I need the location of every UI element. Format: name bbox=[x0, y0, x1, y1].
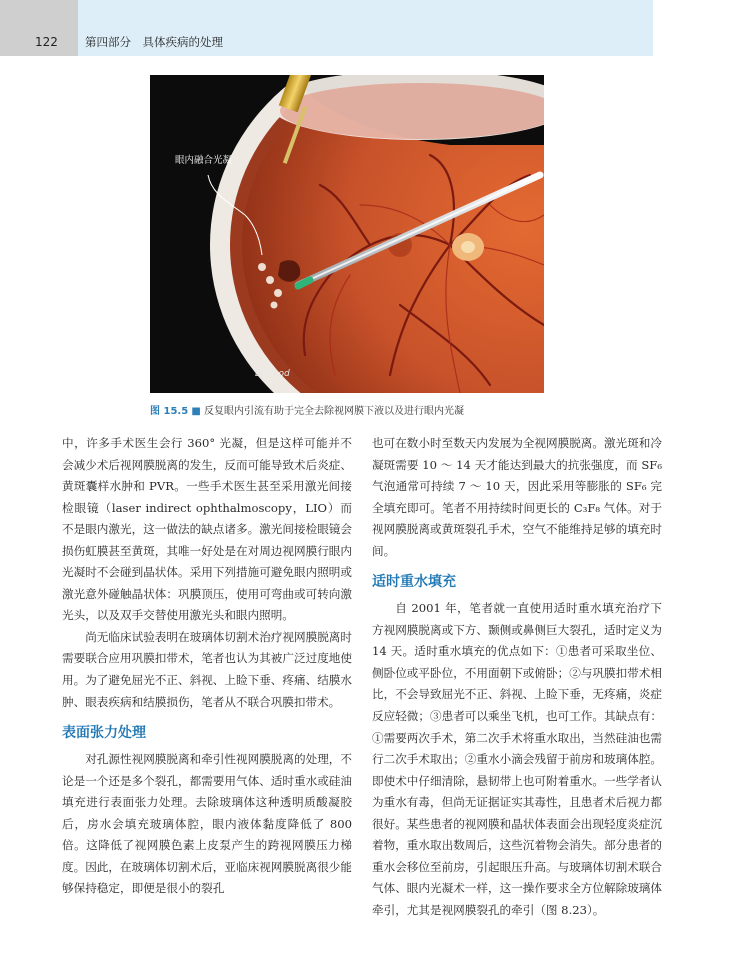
caption-id: 图 15.5 bbox=[150, 406, 189, 417]
eye-cross-section-illustration bbox=[150, 75, 544, 393]
artist-signature: B.Wood bbox=[255, 369, 290, 379]
paragraph: 自 2001 年，笔者就一直使用适时重水填充治疗下方视网膜脱离或下方、颞侧或鼻侧巨大裂孔，适时定义为 14 天。适时重水填充的优点如下：①患者可采取坐位、侧卧位或平卧位，不用面朝下或俯卧；②与巩膜扣带术相比，不会导致屈光不正、斜视、上睑下垂，无疼痛，炎症反应轻微；③患者可以乘坐飞机，也可工作。其缺点有：①需要两次手术，第二次手术将重水取出，当然硅油也需行二次手术取出；②重水小滴会残留于前房和玻璃体腔。即使术中仔细清除，悬韧带上也可附着重水。一些学者认为重水有毒，但尚无证据证实其毒性，且患者术后视力都很好。某些患者的视网膜和晶状体表面会出现轻度炎症沉着物，重水取出数周后，这些沉着物会消失。部分患者的重水会移位至前房，引起眼压升高。与玻璃体切割术联合气体、眼内光凝术一样，这一操作要求全方位解除玻璃体牵引，尤其是视网膜裂孔的牵引（图 8.23）。 bbox=[372, 601, 662, 917]
figure-label: 眼内融合光凝 bbox=[175, 155, 233, 166]
paragraph: 中，许多手术医生会行 360° 光凝，但是这样可能并不会减少术后视网膜脱离的发生，反而可能导致术后炎症、黄斑囊样水肿和 PVR。一些手术医生甚至采用激光间接检眼镜（laser indirect ophthalmoscopy，LIO）而不是眼内激光，这一做法的缺点诸多。激光间接检眼镜会损伤虹膜甚至黄斑，其唯一好处是在对周边视网膜行眼内光凝时不会碰到晶状体。采用下列措施可避免眼内照明或激光意外碰触晶状体：巩膜顶压，使用可弯曲或可转向激光头，以及双手交替使用激光头和眼内照明。 bbox=[62, 436, 352, 623]
paragraph: 对孔源性视网膜脱离和牵引性视网膜脱离的处理，不论是一个还是多个裂孔，都需要用气体、适时重水或硅油填充进行表面张力处理。去除玻璃体这种透明质酸凝胶后，房水会填充玻璃体腔，眼内液体黏度降低了 800 倍。这降低了视网膜色素上皮泵产生的跨视网膜压力梯度。因此，在玻璃体切割术后，亚临床视网膜脱离很少能够保持稳定，即便是很小的裂孔 bbox=[62, 752, 352, 896]
running-head: 第四部分 具体疾病的处理 bbox=[85, 35, 223, 49]
figure-caption bbox=[150, 402, 464, 417]
section-heading: 适时重水填充 bbox=[372, 574, 456, 591]
caption-marker: ■ bbox=[191, 406, 201, 417]
page-number: 122 bbox=[35, 35, 58, 49]
paragraph: 尚无临床试验表明在玻璃体切割术治疗视网膜脱离时需要联合应用巩膜扣带术，笔者也认为其被广泛过度地使用。为了避免屈光不正、斜视、上睑下垂、疼痛、结膜水肿、眼表疾病和结膜损伤，笔者从不联合巩膜扣带术。 bbox=[62, 629, 352, 709]
paragraph: 也可在数小时至数天内发展为全视网膜脱离。激光斑和冷凝斑需要 10 ～ 14 天才能达到最大的抗张强度，而 SF₆ 气泡通常可持续 7 ～ 10 天，因此采用等膨胀的 SF₆ 完全填充即可。笔者不用持续时间更长的 C₃F₈ 气体。对于视网膜脱离或黄斑裂孔手术，空气不能维持足够的填充时间。 bbox=[372, 436, 662, 558]
left-column bbox=[62, 433, 352, 900]
figure-illustration bbox=[150, 75, 544, 393]
section-heading: 表面张力处理 bbox=[62, 725, 146, 742]
retinal-break bbox=[278, 260, 300, 281]
right-column bbox=[372, 433, 662, 921]
caption-text: 反复眼内引流有助于完全去除视网膜下液以及进行眼内光凝 bbox=[203, 406, 464, 417]
